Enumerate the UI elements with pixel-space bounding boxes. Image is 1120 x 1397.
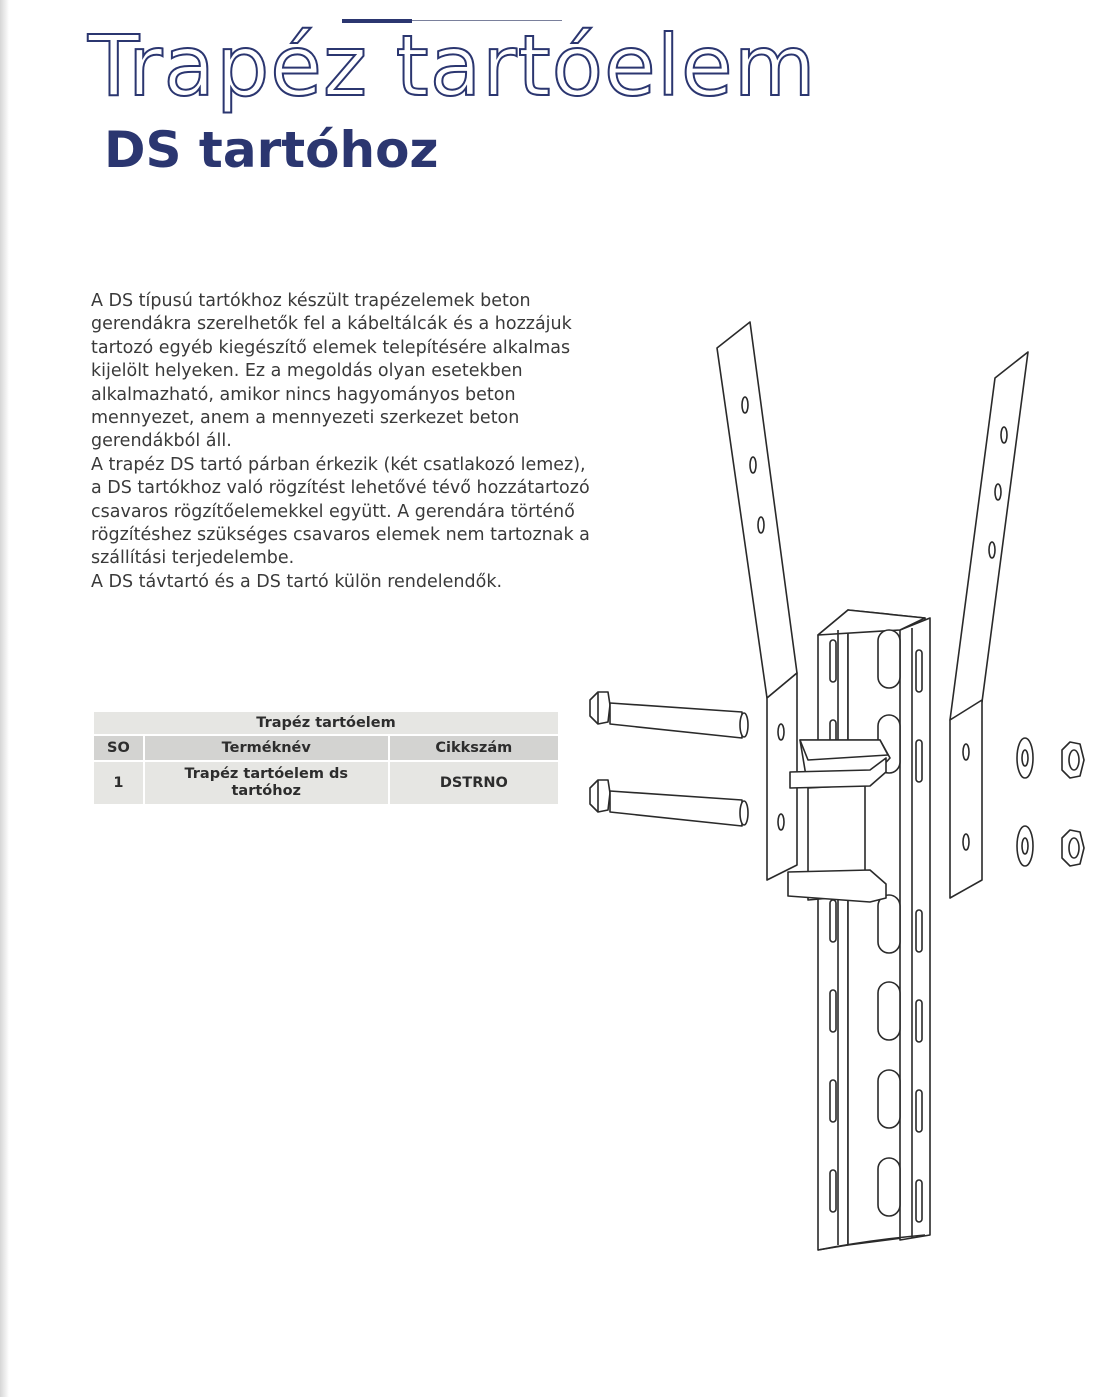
description-paragraph: A DS típusú tartókhoz készült trapézelemek beton gerendákra szerelhetők fel a kábeltálcák és a hozzájuk tartozó egyéb kiegészítő elemek telepítésére alkalmas kijelölt helyeken. Ez a megoldás olyan esetekben alkalmazható, amikor nincs hagyományos beton mennyezet, anem a mennyezeti szerkezet beton gerendákból áll. bbox=[91, 291, 572, 452]
description-paragraph: A trapéz DS tartó párban érkezik (két csatlakozó lemez), a DS tartókhoz való rögzítést lehetővé tévő hozzátartozó csavaros rögzítőelemekkel együtt. A gerendára történő rögzítéshez szükséges csavaros elemek nem tartoznak a szállítási terjedelembe. bbox=[91, 454, 590, 569]
washer-upper bbox=[1017, 738, 1033, 778]
bolt-upper bbox=[590, 692, 748, 738]
bolt-lower bbox=[590, 780, 748, 826]
trapeze-bracket-assembly-drawing bbox=[580, 310, 1100, 1260]
cell-termeknev: Trapéz tartóelem ds tartóhoz bbox=[144, 761, 389, 805]
page-subtitle: DS tartóhoz bbox=[104, 121, 439, 179]
table-row bbox=[93, 761, 559, 805]
table-header-row bbox=[93, 735, 559, 761]
column-header-cikkszam: Cikkszám bbox=[389, 735, 559, 761]
product-table bbox=[92, 710, 560, 806]
nut-upper bbox=[1062, 742, 1084, 778]
cell-cikkszam: DSTRNO bbox=[389, 761, 559, 805]
left-connector-plate bbox=[717, 322, 797, 880]
column-header-termeknev: Terméknév bbox=[144, 735, 389, 761]
page-title: Trapéz tartóelem bbox=[88, 17, 817, 115]
right-connector-plate bbox=[950, 352, 1028, 898]
table-caption: Trapéz tartóelem bbox=[93, 711, 559, 735]
description-paragraph: A DS távtartó és a DS tartó külön rendelendők. bbox=[91, 571, 503, 592]
product-description bbox=[91, 290, 591, 594]
column-header-so: SO bbox=[93, 735, 144, 761]
page-edge-shadow bbox=[0, 0, 9, 1397]
ds-channel bbox=[818, 610, 930, 1250]
nut-lower bbox=[1062, 830, 1084, 866]
washer-lower bbox=[1017, 826, 1033, 866]
table-caption-row bbox=[93, 711, 559, 735]
cell-so: 1 bbox=[93, 761, 144, 805]
